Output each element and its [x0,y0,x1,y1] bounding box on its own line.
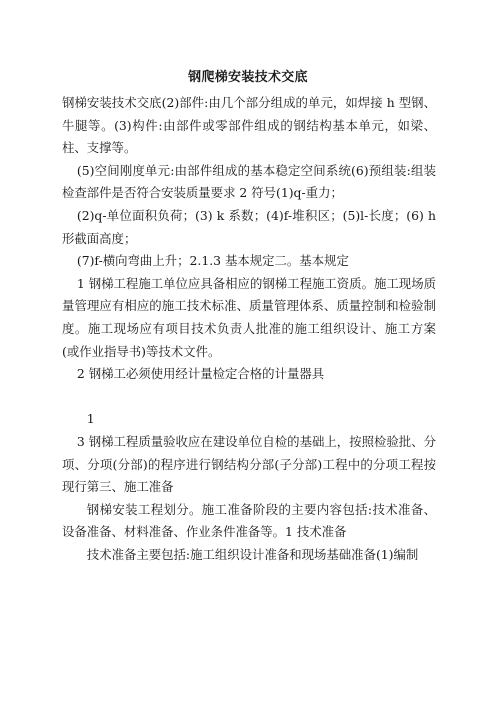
document-title: 钢爬梯安装技术交底 [188,70,308,85]
paragraph: 3 钢梯工程质量验收应在建设单位自检的基础上，按照检验批、分项、分项(分部)的程序进行钢结构分部(子分部)工程中的分项工程按现行第三、施工准备 [62,433,436,495]
paragraph: 钢梯安装技术交底(2)部件:由几个部分组成的单元，如焊接 h 型钢、牛腿等。(3)构件:由部件或零部件组成的钢结构基本单元，如梁、柱、支撑等。 [62,95,436,156]
paragraph: 技术准备主要包括:施工组织设计准备和现场基础准备(1)编制 [86,546,419,562]
paragraph: 钢梯安装工程划分。施工准备阶段的主要内容包括:技术准备、设备准备、材料准备、作业条件准备等。1 技术准备 [62,501,436,540]
paragraph: (2)q-单位面积负荷；(3) k 系数；(4)f-堆积区；(5)l-长度；(6) h 形截面高度； [62,207,436,246]
document-body [62,92,436,566]
paragraph: (7)f-横向弯曲上升；2.1.3 基本规定二。基本规定 [76,253,349,269]
paragraph: 1 钢梯工程施工单位应具备相应的钢梯工程施工资质。施工现场质量管理应有相应的施工技术标准、质量管理体系、质量控制和检验制度。施工现场应有项目技术负责人批准的施工组织设计、施工方案(或作业指导书)等技术文件。 [62,275,436,359]
blank-line [62,386,436,409]
paragraph: (5)空间刚度单元:由部件组成的基本稳定空间系统(6)预组装:组装检查部件是否符合安装质量要求 2 符号(1)q-重力； [62,162,436,201]
paragraph: 2 钢梯工必须使用经计量检定合格的计量器具 [76,366,325,382]
page-number: 1 [86,411,95,427]
